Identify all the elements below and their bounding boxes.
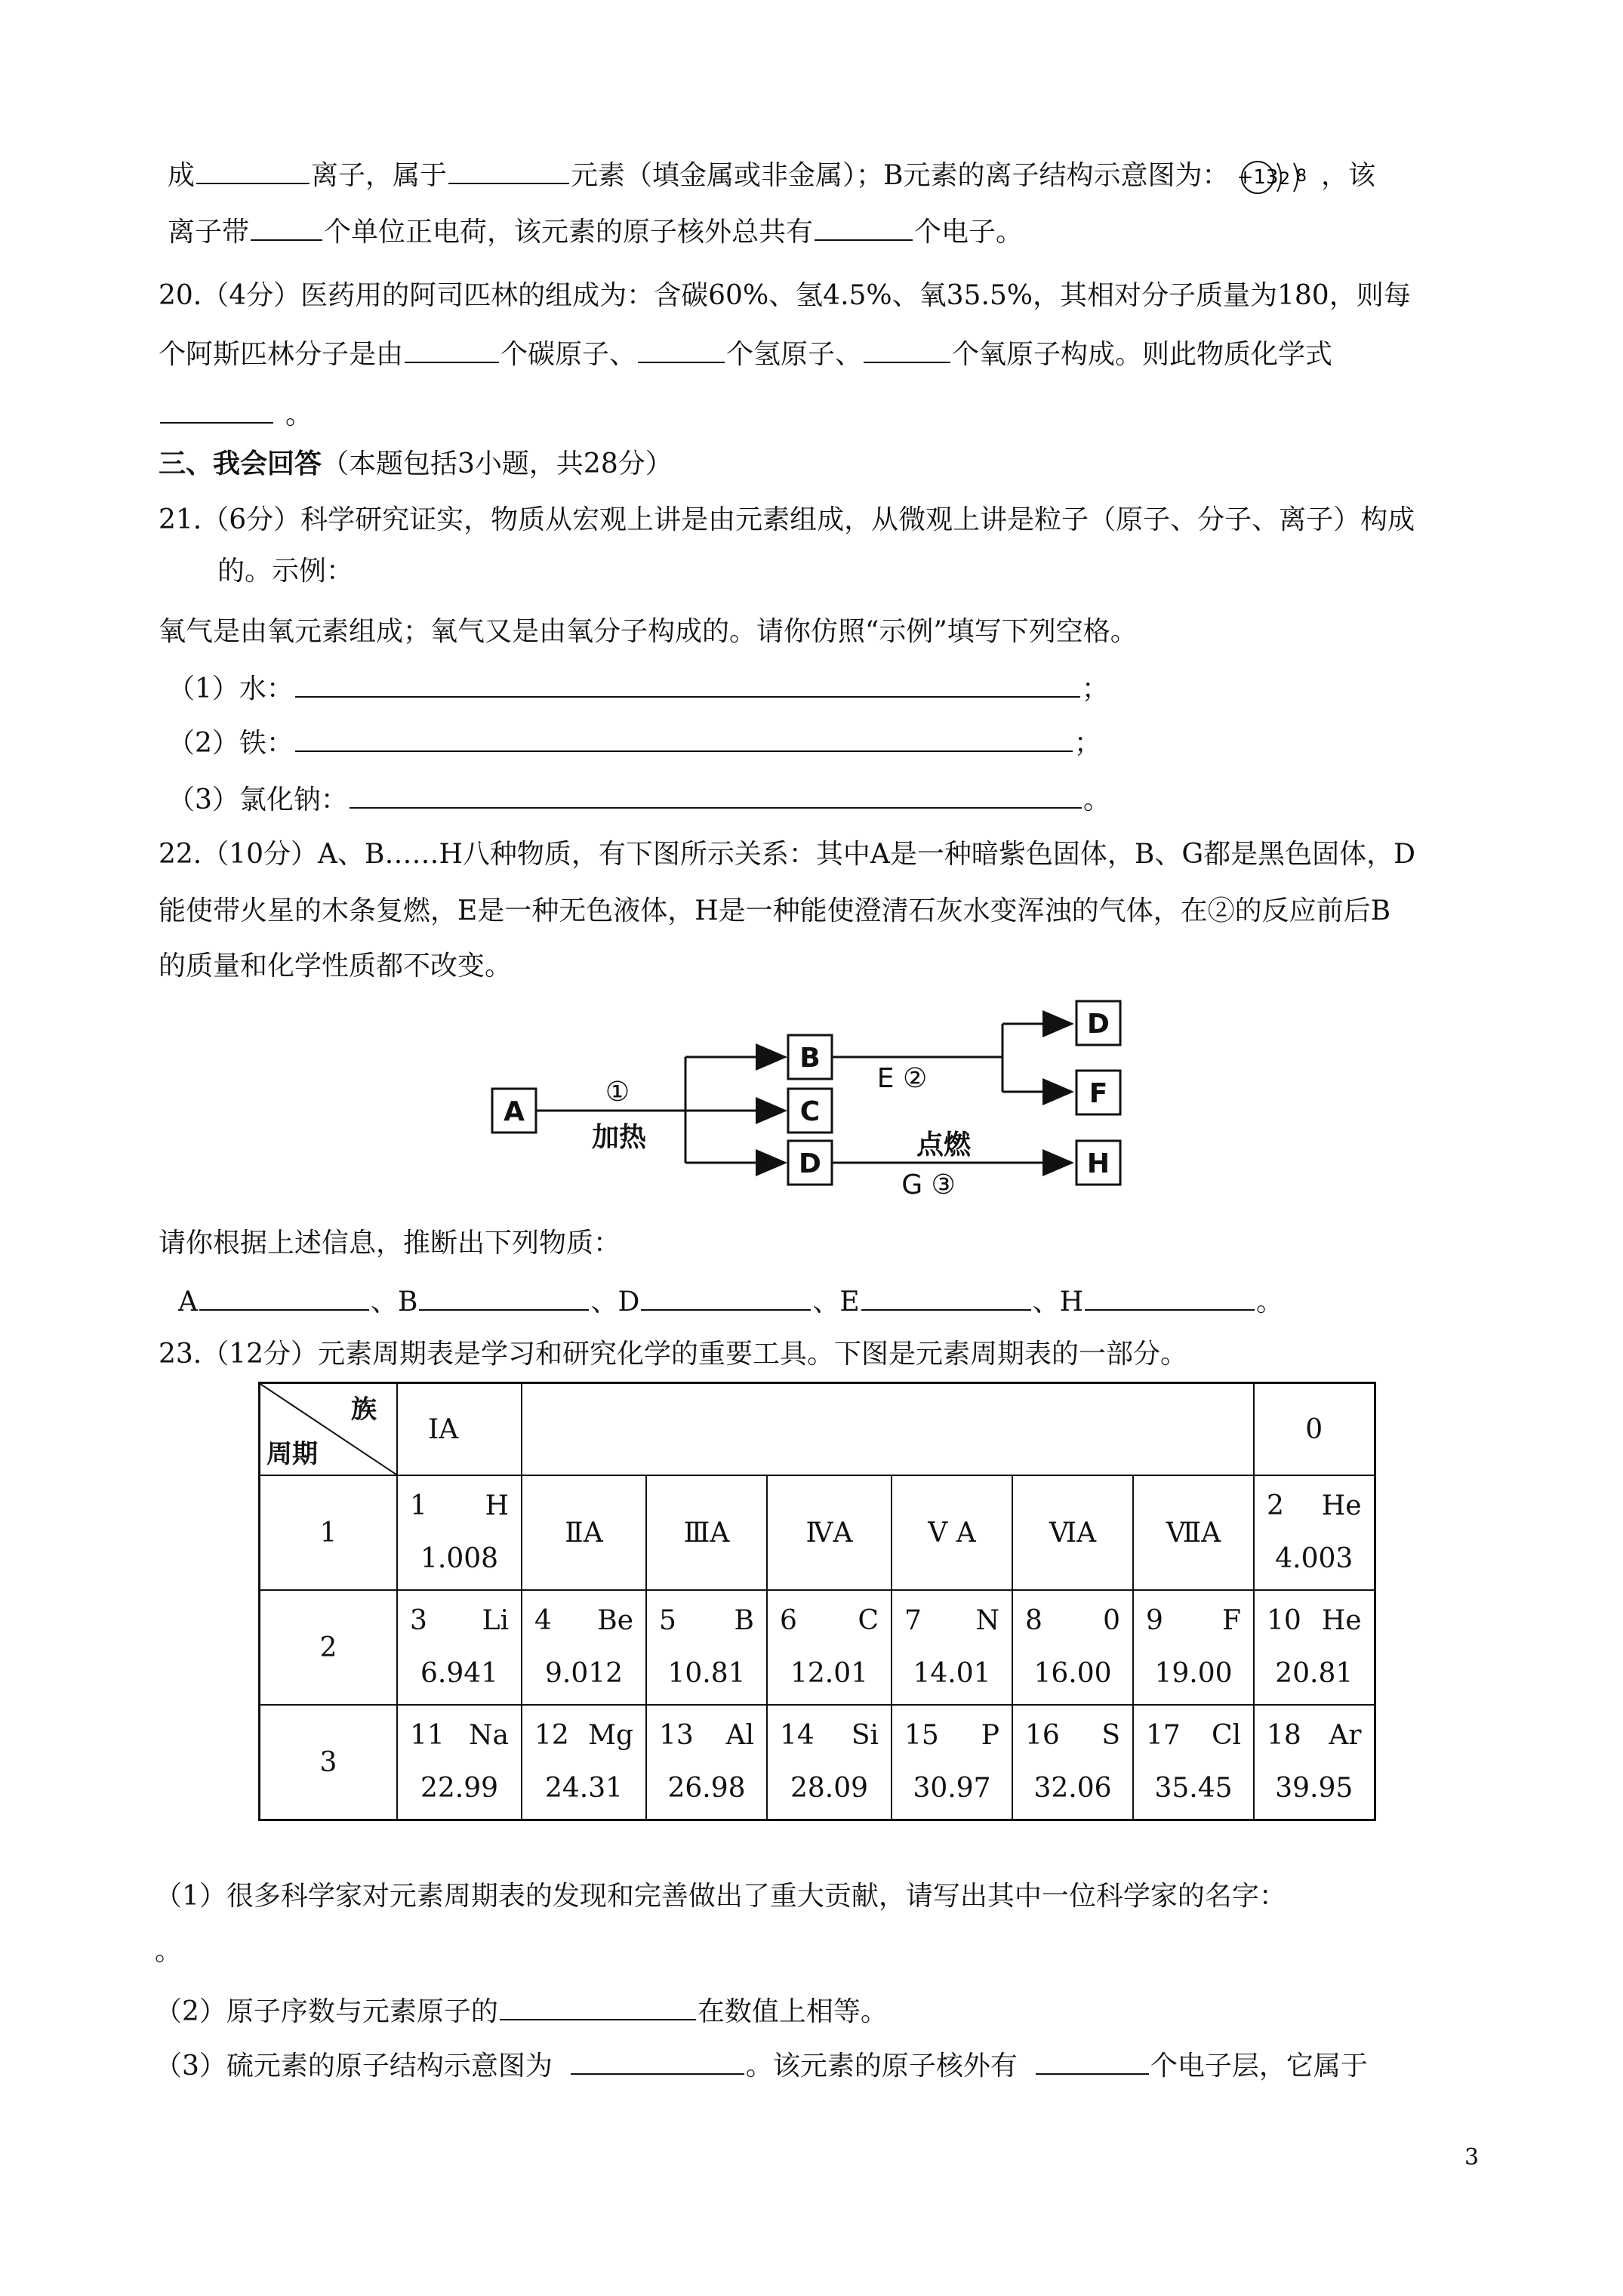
- element-cell: 17 Cl 35.45: [1133, 1705, 1254, 1820]
- answer-a[interactable]: [199, 1284, 369, 1311]
- q22-line1: 22.（10分）A、B……H八种物质，有下图所示关系：其中A是一种暗紫色固体，B、G都是黑色固体，D: [159, 839, 1415, 870]
- element-cell: 12 Mg 24.31: [522, 1705, 646, 1820]
- answer-line[interactable]: [350, 781, 1082, 809]
- answer-e[interactable]: [861, 1284, 1031, 1311]
- q23-sub2: （2）原子序数与元素原子的 在数值上相等。: [155, 1993, 888, 2029]
- answer-line[interactable]: [295, 725, 1073, 752]
- ion-shell-2: 8: [1295, 167, 1307, 186]
- reaction-flow-diagram: [483, 995, 1147, 1207]
- box-d-upper-label: D: [1087, 1009, 1110, 1040]
- step-1-label: ①: [605, 1077, 630, 1108]
- q23-sub1: （1）很多科学家对元素周期表的发现和完善做出了重大贡献，请写出其中一位科学家的名字：: [155, 1881, 1286, 1912]
- q20-line2: 个阿斯匹林分子是由 个碳原子、 个氢原子、 个氧原子构成。则此物质化学式: [159, 336, 1332, 371]
- blank[interactable]: [638, 336, 725, 363]
- q21-line2: 的。示例：: [217, 556, 354, 587]
- blank[interactable]: [1036, 2048, 1149, 2075]
- group-header-va: Ⅴ A: [892, 1475, 1012, 1590]
- element-cell: 3 Li 6.941: [397, 1590, 522, 1705]
- q21-line3: 氧气是由氧元素组成；氧气又是由氧分子构成的。请你仿照“示例”填写下列空格。: [159, 616, 1138, 647]
- blank[interactable]: [500, 1993, 696, 2020]
- q19-line1: 成 离子，属于 元素（填金属或非金属）；B元素的离子结构示意图为： +13 2 8 ，该: [168, 157, 1375, 195]
- element-cell: 10 He 20.81: [1254, 1590, 1375, 1705]
- answer-h[interactable]: [1085, 1284, 1255, 1311]
- q23-sub1-end: 。: [155, 1936, 183, 1967]
- q20-line1: 20.（4分）医药用的阿司匹林的组成为：含碳60%、氢4.5%、氧35.5%，其相对分子质量为180，则每: [159, 280, 1411, 311]
- q22-line2: 能使带火星的木条复燃，E是一种无色液体，H是一种能使澄清石灰水变浑浊的气体，在②的反应前后B: [159, 895, 1391, 926]
- box-f-label: F: [1089, 1078, 1108, 1109]
- q23-line1: 23.（12分）元素周期表是学习和研究化学的重要工具。下图是元素周期表的一部分。: [159, 1339, 1188, 1370]
- element-cell-he: 2 He 4.003: [1254, 1475, 1375, 1590]
- element-cell: 15 P 30.97: [892, 1705, 1012, 1820]
- blank[interactable]: [815, 214, 913, 241]
- ignite-label: 点燃: [916, 1130, 972, 1160]
- element-cell: 7 N 14.01: [892, 1590, 1012, 1705]
- blank[interactable]: [196, 157, 310, 184]
- element-cell-h: 1 H 1.008: [397, 1475, 522, 1590]
- q22-instruction: 请你根据上述信息，推断出下列物质：: [159, 1228, 621, 1259]
- element-cell: 9 F 19.00: [1133, 1590, 1254, 1705]
- group-header-label: 族: [351, 1395, 377, 1425]
- element-cell: 6 C 12.01: [767, 1590, 892, 1705]
- q23-sub3: （3）硫元素的原子结构示意图为 。该元素的原子核外有 个电子层，它属于: [155, 2048, 1368, 2083]
- group-header-iiia: ⅢA: [646, 1475, 767, 1590]
- blank[interactable]: [405, 336, 499, 363]
- ion-structure-diagram: [1238, 159, 1321, 196]
- element-cell: 18 Ar 39.95: [1254, 1705, 1375, 1820]
- element-cell: 14 Si 28.09: [767, 1705, 892, 1820]
- q21-item2: （2）铁： ；: [168, 725, 1101, 760]
- ion-shell-1: 2: [1279, 170, 1290, 189]
- box-a-label: A: [504, 1096, 525, 1127]
- blank[interactable]: [160, 396, 273, 424]
- element-cell: 16 S 32.06: [1012, 1705, 1133, 1820]
- group-header-iia: ⅡA: [522, 1475, 646, 1590]
- period-3: 3: [260, 1705, 398, 1820]
- blank-header: [522, 1383, 1254, 1476]
- answer-b[interactable]: [419, 1284, 589, 1311]
- element-cell: 8 0 16.00: [1012, 1590, 1133, 1705]
- page-number: 3: [1464, 2144, 1480, 2171]
- group-header-via: ⅥA: [1012, 1475, 1133, 1590]
- blank[interactable]: [864, 336, 950, 363]
- box-c-label: C: [799, 1096, 821, 1127]
- blank[interactable]: [251, 214, 322, 241]
- heat-label: 加热: [591, 1122, 647, 1153]
- box-h-label: H: [1086, 1148, 1110, 1179]
- blank[interactable]: [571, 2048, 744, 2075]
- ion-nucleus: +13: [1237, 166, 1279, 189]
- period-2: 2: [260, 1590, 398, 1705]
- q21-line1: 21.（6分）科学研究证实，物质从宏观上讲是由元素组成，从微观上讲是粒子（原子、分子、离子）构成: [159, 504, 1415, 535]
- q22-line3: 的质量和化学性质都不改变。: [159, 951, 513, 982]
- element-cell: 5 B 10.81: [646, 1590, 767, 1705]
- period-1: 1: [260, 1475, 398, 1590]
- periodic-table: [258, 1382, 1376, 1821]
- table-corner: [260, 1383, 398, 1476]
- section3-heading: 三、我会回答（本题包括3小题，共28分）: [159, 448, 673, 479]
- q20-line3: 。: [159, 396, 313, 432]
- period-header-label: 周期: [266, 1439, 318, 1469]
- q21-item3: （3）氯化钠： 。: [168, 781, 1110, 817]
- box-b-label: B: [799, 1043, 821, 1074]
- element-cell: 4 Be 9.012: [522, 1590, 646, 1705]
- q22-answers: A 、B 、D 、E 、H 。: [178, 1284, 1283, 1319]
- group-header-iva: ⅣA: [767, 1475, 892, 1590]
- answer-d[interactable]: [641, 1284, 811, 1311]
- section-title: 三、我会回答: [159, 448, 322, 479]
- g3-label: G ③: [901, 1170, 956, 1200]
- box-d-lower-label: D: [799, 1148, 821, 1179]
- element-cell: 13 Al 26.98: [646, 1705, 767, 1820]
- q19-line2: 离子带 个单位正电荷，该元素的原子核外总共有 个电子。: [168, 214, 1023, 249]
- group-header-viia: ⅦA: [1133, 1475, 1254, 1590]
- e2-label: E ②: [876, 1063, 928, 1094]
- group-0-header: 0: [1254, 1383, 1375, 1476]
- element-cell: 11 Na 22.99: [397, 1705, 522, 1820]
- q21-item1: （1）水： ；: [168, 670, 1109, 706]
- group-ia-header: IA: [397, 1383, 522, 1476]
- blank[interactable]: [448, 157, 569, 184]
- answer-line[interactable]: [295, 670, 1080, 698]
